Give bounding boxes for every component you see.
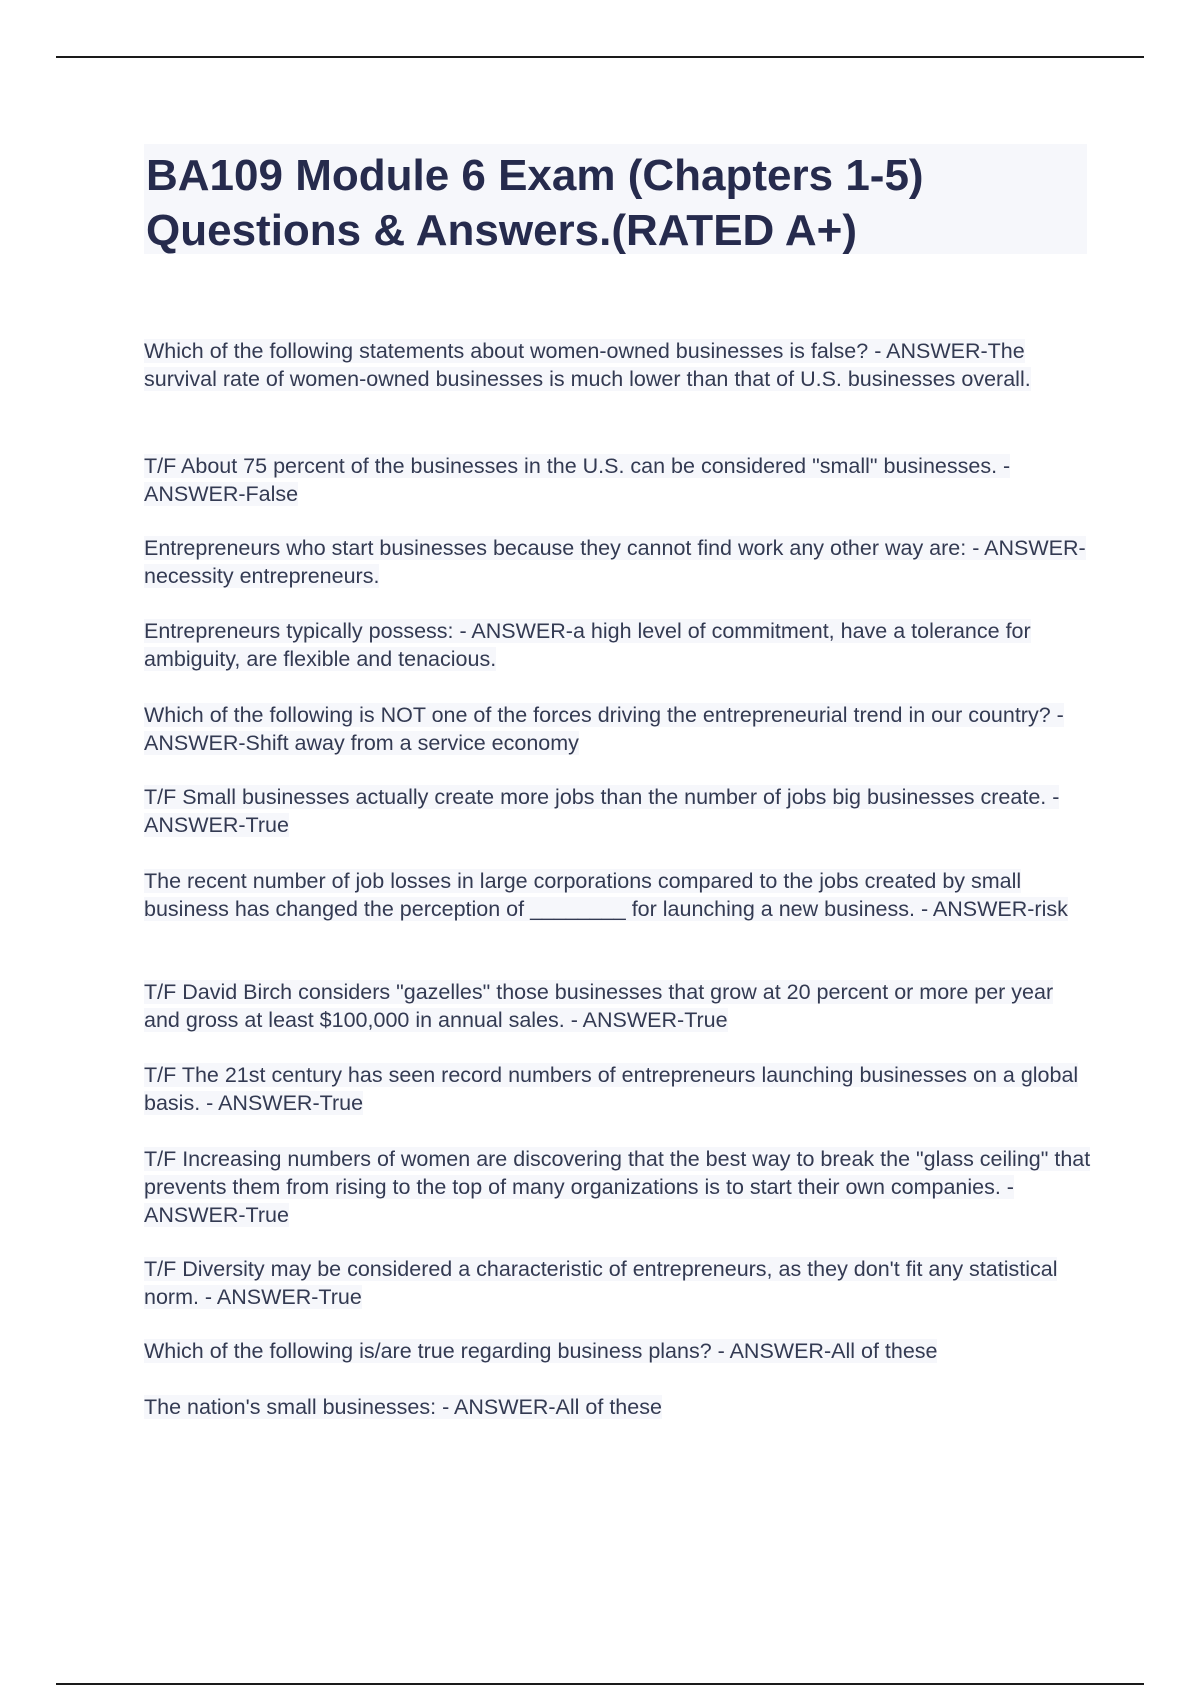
- qa-item: T/F About 75 percent of the businesses in the U.S. can be considered "small" businesses. - ANSWER-False: [144, 454, 1011, 506]
- title-block: [144, 144, 1087, 254]
- qa-item: Which of the following statements about women-owned businesses is false? - ANSWER-The survival rate of women-owned businesses is much lower than that of U.S. businesses overall.: [144, 339, 1031, 391]
- qa-item: Entrepreneurs typically possess: - ANSWER-a high level of commitment, have a tolerance for ambiguity, are flexible and tenacious.: [144, 619, 1031, 671]
- qa-item: T/F The 21st century has seen record numbers of entrepreneurs launching businesses on a global basis. - ANSWER-True: [144, 1063, 1079, 1115]
- document-title: [144, 144, 1087, 258]
- title-line-1: BA109 Module 6 Exam (Chapters 1-5): [146, 151, 924, 200]
- qa-item: The recent number of job losses in large corporations compared to the jobs created by small business has changed the perception of ________ for launching a new business. - ANSWER-risk: [144, 869, 1068, 921]
- qa-item: T/F Small businesses actually create more jobs than the number of jobs big businesses create. - ANSWER-True: [144, 785, 1060, 837]
- qa-item: Entrepreneurs who start businesses because they cannot find work any other way are: - ANSWER-necessity entrepreneurs.: [144, 536, 1086, 588]
- bottom-rule: [56, 1683, 1144, 1685]
- qa-item: T/F Increasing numbers of women are discovering that the best way to break the "glass ceiling" that prevents them from rising to the top of many organizations is to start their own companies. - ANSWER-True: [144, 1147, 1091, 1227]
- title-line-2: Questions & Answers.(RATED A+): [146, 206, 858, 255]
- qa-item: Which of the following is NOT one of the forces driving the entrepreneurial trend in our country? - ANSWER-Shift away from a service economy: [144, 703, 1064, 755]
- top-rule: [56, 56, 1144, 58]
- qa-item: Which of the following is/are true regarding business plans? - ANSWER-All of these: [144, 1339, 938, 1363]
- qa-item: The nation's small businesses: - ANSWER-All of these: [144, 1395, 662, 1419]
- qa-item: T/F David Birch considers "gazelles" those businesses that grow at 20 percent or more per year and gross at least $100,000 in annual sales. - ANSWER-True: [144, 980, 1054, 1032]
- qa-item: T/F Diversity may be considered a characteristic of entrepreneurs, as they don't fit any statistical norm. - ANSWER-True: [144, 1257, 1058, 1309]
